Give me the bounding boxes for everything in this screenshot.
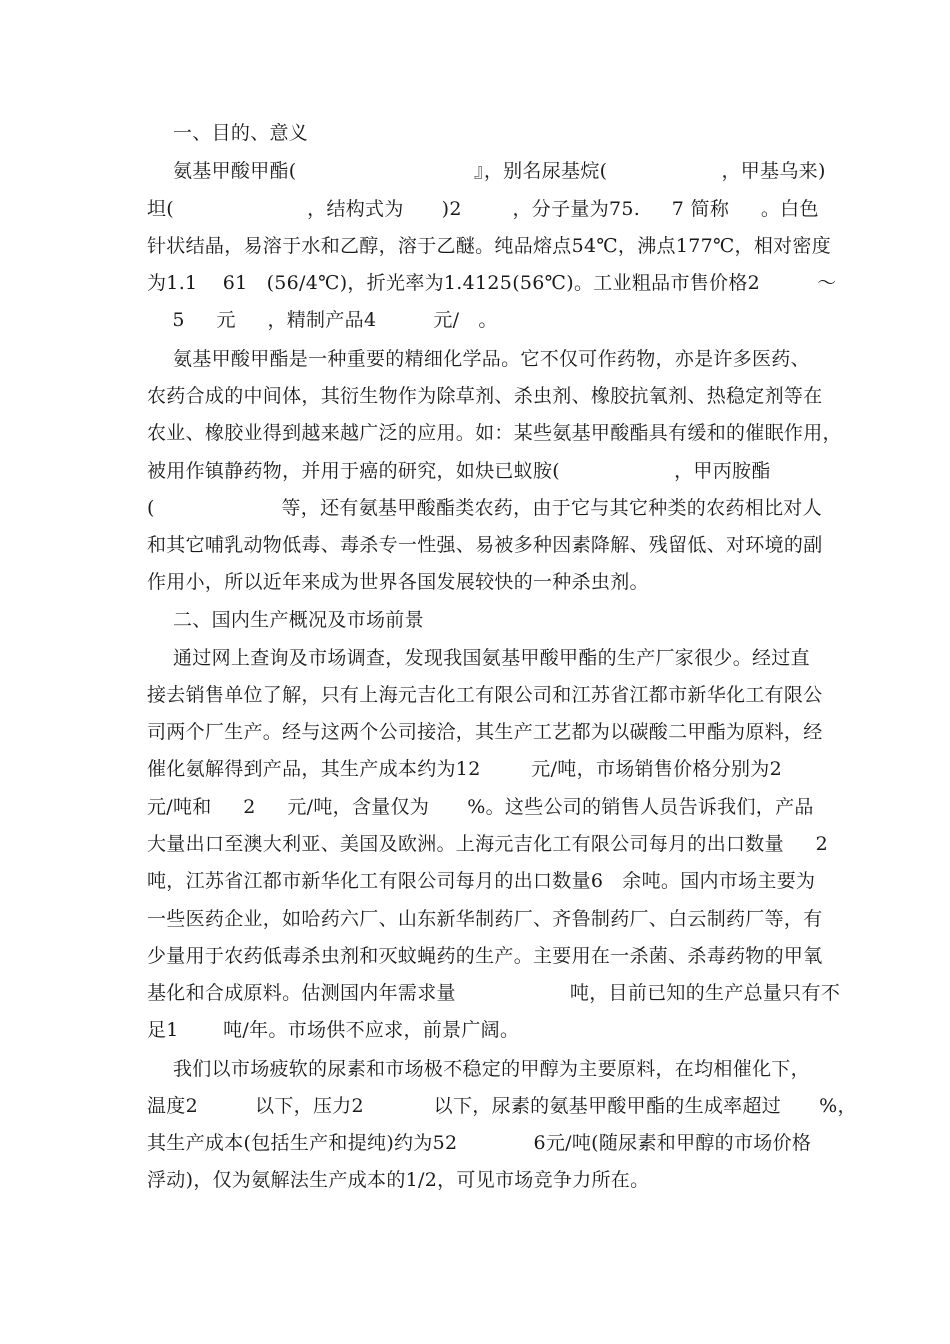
paragraph-line: 元/吨和 2 元/吨，含量仅为 %。这些公司的销售人员告诉我们，产品 bbox=[147, 796, 814, 818]
paragraph-line: 催化氨解得到产品，其生产成本约为12 元/吨，市场销售价格分别为2 bbox=[147, 758, 782, 780]
paragraph-line: 被用作镇静药物，并用于癌的研究，如炔已蚁胺( ，甲丙胺酯 bbox=[147, 460, 771, 482]
paragraph-line: 为1.1 61 (56/4℃)，折光率为1.4125(56℃)。工业粗品市售价格2 ～ bbox=[147, 272, 837, 294]
paragraph-line: 接去销售单位了解，只有上海元吉化工有限公司和江苏省江都市新华化工有限公 bbox=[147, 684, 823, 706]
paragraph-line: 作用小，所以近年来成为世界各国发展较快的一种杀虫剂。 bbox=[147, 571, 649, 593]
paragraph-line: 司两个厂生产。经与这两个公司接洽，其生产工艺都为以碳酸二甲酯为原料，经 bbox=[147, 721, 823, 743]
paragraph-line: 少量用于农药低毒杀虫剂和灭蚊蝇药的生产。主要用在一杀菌、杀毒药物的甲氧 bbox=[147, 945, 823, 967]
paragraph-line: 一些医药企业，如哈药六厂、山东新华制药厂、齐鲁制药厂、白云制药厂等，有 bbox=[147, 908, 823, 930]
paragraph-line: 大量出口至澳大利亚、美国及欧洲。上海元吉化工有限公司每月的出口数量 2 bbox=[147, 833, 828, 855]
paragraph-line: 吨，江苏省江都市新华化工有限公司每月的出口数量6 余吨。国内市场主要为 bbox=[147, 870, 816, 892]
paragraph-line: 浮动)，仅为氨解法生产成本的1/2，可见市场竞争力所在。 bbox=[147, 1169, 650, 1191]
paragraph-line: 我们以市场疲软的尿素和市场极不稳定的甲醇为主要原料，在均相催化下， bbox=[173, 1058, 810, 1080]
paragraph-line: 针状结晶，易溶于水和乙醇，溶于乙醚。纯品熔点54℃，沸点177℃，相对密度 bbox=[147, 235, 832, 257]
paragraph-line: 农药合成的中间体，其衍生物作为除草剂、杀虫剂、橡胶抗氧剂、热稳定剂等在 bbox=[147, 385, 823, 407]
paragraph-line: 足1 吨/年。市场供不应求，前景广阔。 bbox=[147, 1019, 520, 1041]
paragraph-line: 5 元 ，精制产品4 元/ 。 bbox=[147, 309, 498, 331]
paragraph-line: 坦( ，结构式为 )2 ，分子量为75. 7 简称 。白色 bbox=[147, 198, 819, 220]
section-heading-market: 二、国内生产概况及市场前景 bbox=[173, 609, 424, 631]
paragraph-line: 其生产成本(包括生产和提纯)约为52 6元/吨(随尿素和甲醇的市场价格 bbox=[147, 1132, 812, 1154]
paragraph-line: ( 等，还有氨基甲酸酯类农药，由于它与其它种类的农药相比对人 bbox=[147, 497, 822, 519]
paragraph-line: 温度2 以下，压力2 以下，尿素的氨基甲酸甲酯的生成率超过 %， bbox=[147, 1095, 857, 1117]
paragraph-line: 氨基甲酸甲酯( 』，别名尿基烷( ，甲基乌来) bbox=[173, 160, 826, 182]
paragraph-line: 通过网上查询及市场调查，发现我国氨基甲酸甲酯的生产厂家很少。经过直 bbox=[173, 647, 810, 669]
paragraph-line: 氨基甲酸甲酯是一种重要的精细化学品。它不仅可作药物，亦是许多医药、 bbox=[173, 348, 810, 370]
section-heading-purpose: 一、目的、意义 bbox=[173, 122, 309, 144]
paragraph-line: 和其它哺乳动物低毒、毒杀专一性强、易被多种因素降解、残留低、对环境的副 bbox=[147, 534, 823, 556]
paragraph-line: 基化和合成原料。估测国内年需求量 吨，目前已知的生产总量只有不 bbox=[147, 982, 841, 1004]
paragraph-line: 农业、橡胶业得到越来越广泛的应用。如：某些氨基甲酸酯具有缓和的催眠作用， bbox=[147, 422, 842, 444]
